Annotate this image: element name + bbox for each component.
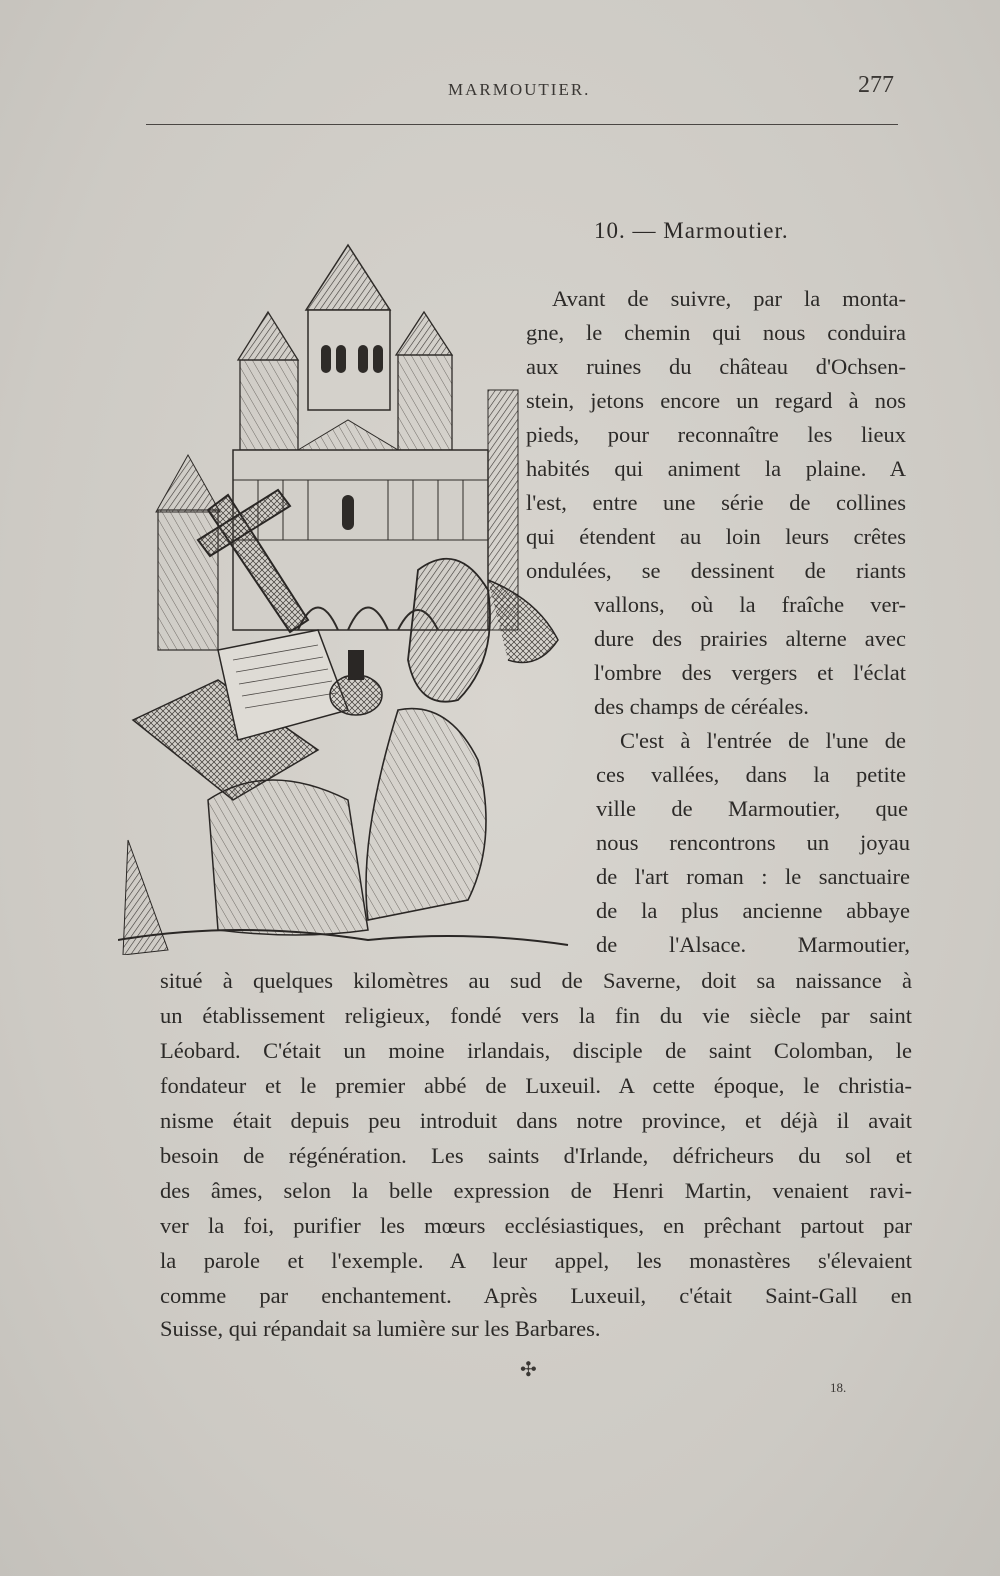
text-line: habités qui animent la plaine. A: [526, 456, 906, 481]
text-line: des âmes, selon la belle expression de Henri Martin, venaient ravi-: [160, 1178, 912, 1203]
text-line: ondulées, se dessinent de riants: [526, 558, 906, 583]
page-number: 277: [858, 72, 894, 98]
text-line: Suisse, qui répandait sa lumière sur les Barbares.: [160, 1316, 601, 1341]
chapter-heading: 10. — Marmoutier.: [594, 218, 789, 243]
signature-mark: 18.: [830, 1380, 847, 1395]
text-line: l'est, entre une série de collines: [526, 490, 906, 515]
fleuron-icon: ✣: [520, 1359, 537, 1381]
abbey-church-engraving-icon: [118, 240, 573, 955]
header-rule: [146, 124, 898, 125]
text-line: de la plus ancienne abbaye: [596, 898, 910, 923]
text-line: la parole et l'exemple. A leur appel, les monastères s'élevaient: [160, 1248, 912, 1273]
text-line: de l'Alsace. Marmoutier,: [596, 932, 910, 957]
text-line: fondateur et le premier abbé de Luxeuil. A cette époque, le christia-: [160, 1073, 912, 1098]
text-line: des champs de céréales.: [594, 694, 809, 719]
text-line: ver la foi, purifier les mœurs ecclésiastiques, en prêchant partout par: [160, 1213, 912, 1238]
text-line: l'ombre des vergers et l'éclat: [594, 660, 906, 685]
text-line: un établissement religieux, fondé vers la fin du vie siècle par saint: [160, 1003, 912, 1028]
text-line: C'est à l'entrée de l'une de: [620, 728, 906, 753]
text-line: nisme était depuis peu introduit dans notre province, et déjà il avait: [160, 1108, 912, 1133]
running-head: MARMOUTIER.: [448, 80, 591, 99]
text-line: ces vallées, dans la petite: [596, 762, 906, 787]
text-line: besoin de régénération. Les saints d'Irlande, défricheurs du sol et: [160, 1143, 912, 1168]
text-line: pieds, pour reconnaître les lieux: [526, 422, 906, 447]
text-line: dure des prairies alterne avec: [594, 626, 906, 651]
text-line: aux ruines du château d'Ochsen-: [526, 354, 906, 379]
text-line: comme par enchantement. Après Luxeuil, c'était Saint-Gall en: [160, 1283, 912, 1308]
text-line: ville de Marmoutier, que: [596, 796, 908, 821]
text-line: Avant de suivre, par la monta-: [552, 286, 906, 311]
text-line: qui étendent au loin leurs crêtes: [526, 524, 906, 549]
text-line: gne, le chemin qui nous conduira: [526, 320, 906, 345]
text-line: Léobard. C'était un moine irlandais, disciple de saint Colomban, le: [160, 1038, 912, 1063]
text-line: situé à quelques kilomètres au sud de Saverne, doit sa naissance à: [160, 968, 912, 993]
text-line: stein, jetons encore un regard à nos: [526, 388, 906, 413]
text-line: de l'art roman : le sanctuaire: [596, 864, 910, 889]
text-line: nous rencontrons un joyau: [596, 830, 910, 855]
text-line: vallons, où la fraîche ver-: [594, 592, 906, 617]
